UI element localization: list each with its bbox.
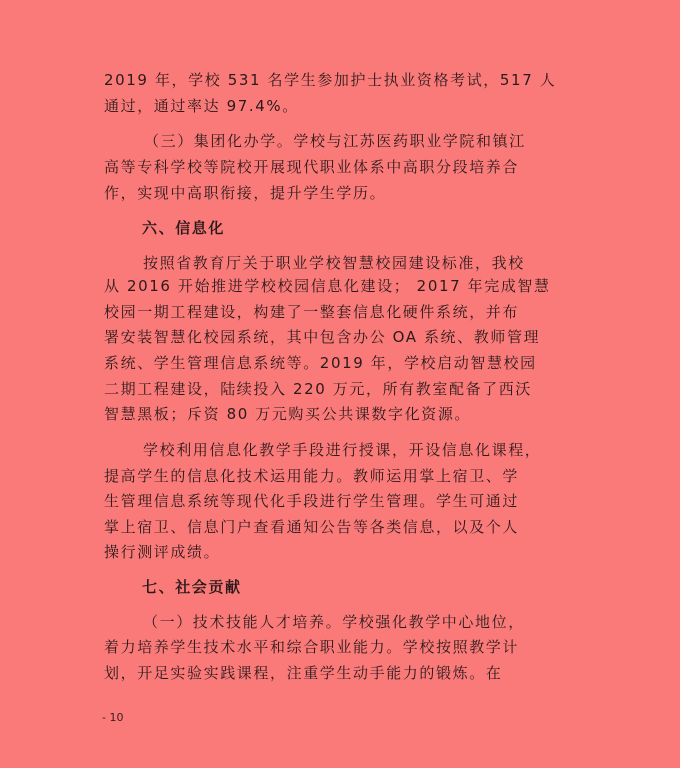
paragraph-line: 操行测评成绩。: [104, 543, 221, 561]
paragraph-line: 从 2016 开始推进学校校园信息化建设； 2017 年完成智慧: [104, 277, 551, 295]
paragraph-line: 2019 年，学校 531 名学生参加护士执业资格考试，517 人: [104, 71, 557, 89]
paragraph-line: 按照省教育厅关于职业学校智慧校园建设标准，我校: [143, 254, 525, 272]
paragraph-line: 署安装智慧化校园系统，其中包含办公 OA 系统、教师管理: [104, 328, 541, 346]
paragraph-line: 作，实现中高职衔接，提升学生学历。: [104, 184, 387, 202]
paragraph-line: （一）技术技能人才培养。学校强化教学中心地位，: [143, 613, 525, 631]
paragraph-line: 校园一期工程建设，构建了一整套信息化硬件系统，并布: [104, 303, 520, 321]
paragraph-line: 着力培养学生技术水平和综合职业能力。学校按照教学计: [104, 638, 520, 656]
section-heading-informatization: 六、信息化: [142, 219, 226, 237]
paragraph-line: 高等专科学校等院校开展现代职业体系中高职分段培养合: [104, 158, 520, 176]
paragraph-line: 智慧黑板；斥资 80 万元购买公共课数字化资源。: [104, 405, 472, 423]
paragraph-line: 系统、学生管理信息系统等。2019 年，学校启动智慧校园: [104, 354, 537, 372]
paragraph-line: （三）集团化办学。学校与江苏医药职业学院和镇江: [144, 132, 526, 150]
paragraph-line: 划，开足实验实践课程，注重学生动手能力的锻炼。在: [104, 664, 503, 682]
paragraph-line: 生管理信息系统等现代化手段进行学生管理。学生可通过: [104, 492, 520, 510]
section-heading-social-contribution: 七、社会贡献: [142, 578, 242, 596]
paragraph-line: 通过，通过率达 97.4%。: [104, 97, 299, 115]
paragraph-line: 二期工程建设，陆续投入 220 万元，所有教室配备了西沃: [104, 380, 532, 398]
page-number: - 10: [102, 711, 124, 724]
paragraph-line: 提高学生的信息化技术运用能力。教师运用掌上宿卫、学: [104, 467, 520, 485]
paragraph-line: 掌上宿卫、信息门户查看通知公告等各类信息，以及个人: [104, 518, 520, 536]
paragraph-line: 学校利用信息化教学手段进行授课，开设信息化课程，: [143, 441, 542, 459]
